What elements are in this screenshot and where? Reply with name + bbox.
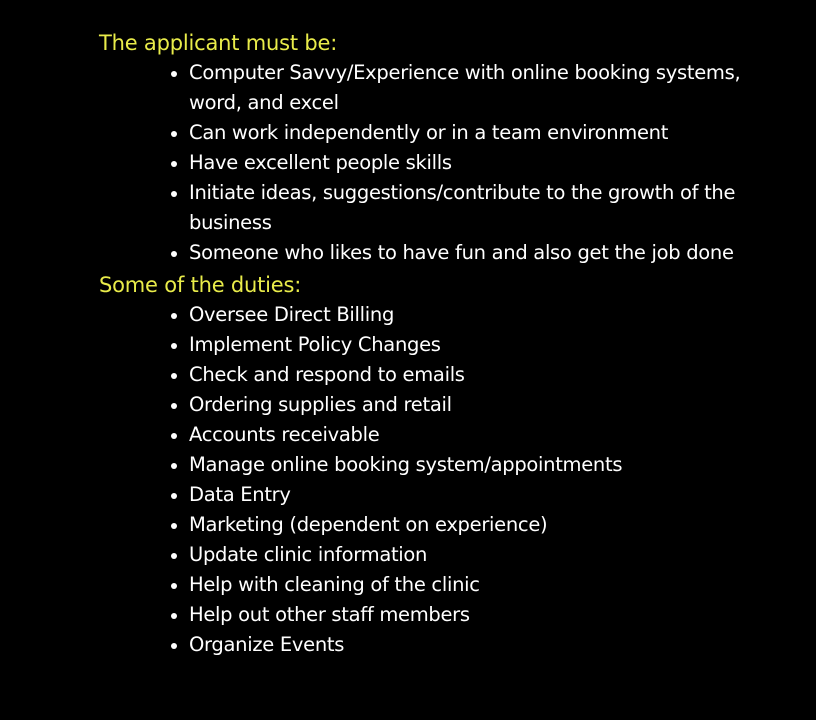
duty-text: Marketing (dependent on experience) xyxy=(189,513,548,536)
duty-item xyxy=(189,570,789,600)
duty-text: Organize Events xyxy=(189,633,345,656)
requirement-text: Someone who likes to have fun and also get the job done xyxy=(189,241,734,264)
duty-text: Check and respond to emails xyxy=(189,363,465,386)
duty-item xyxy=(189,510,789,540)
requirement-item xyxy=(189,148,789,178)
bullet-icon xyxy=(171,191,177,197)
bullet-icon xyxy=(171,71,177,77)
requirement-item xyxy=(189,178,789,238)
duty-item xyxy=(189,480,789,510)
requirement-text: Can work independently or in a team environment xyxy=(189,121,669,144)
bullet-icon xyxy=(171,523,177,529)
duty-text: Help out other staff members xyxy=(189,603,470,626)
requirement-text: Initiate ideas, suggestions/contribute to the growth of the business xyxy=(189,181,736,234)
duty-text: Oversee Direct Billing xyxy=(189,303,395,326)
bullet-icon xyxy=(171,463,177,469)
requirement-item xyxy=(189,238,789,268)
requirement-item xyxy=(189,58,789,118)
duty-item xyxy=(189,360,789,390)
duties-heading: Some of the duties: xyxy=(99,273,302,297)
duty-item xyxy=(189,420,789,450)
duties-list xyxy=(99,300,789,660)
duty-item xyxy=(189,540,789,570)
duty-text: Data Entry xyxy=(189,483,291,506)
duty-item xyxy=(189,600,789,630)
bullet-icon xyxy=(171,643,177,649)
bullet-icon xyxy=(171,161,177,167)
requirement-item xyxy=(189,118,789,148)
duty-text: Ordering supplies and retail xyxy=(189,393,452,416)
bullet-icon xyxy=(171,373,177,379)
bullet-icon xyxy=(171,583,177,589)
bullet-icon xyxy=(171,433,177,439)
bullet-icon xyxy=(171,403,177,409)
bullet-icon xyxy=(171,251,177,257)
duty-text: Accounts receivable xyxy=(189,423,380,446)
duty-text: Implement Policy Changes xyxy=(189,333,441,356)
requirements-heading: The applicant must be: xyxy=(99,31,338,55)
duty-text: Update clinic information xyxy=(189,543,428,566)
requirement-text: Computer Savvy/Experience with online booking systems, word, and excel xyxy=(189,61,741,114)
bullet-icon xyxy=(171,131,177,137)
requirement-text: Have excellent people skills xyxy=(189,151,452,174)
requirements-list xyxy=(99,58,789,268)
bullet-icon xyxy=(171,313,177,319)
duty-text: Manage online booking system/appointments xyxy=(189,453,623,476)
job-description xyxy=(99,28,789,662)
duty-item xyxy=(189,390,789,420)
duty-item xyxy=(189,630,789,660)
duty-text: Help with cleaning of the clinic xyxy=(189,573,480,596)
duty-item xyxy=(189,450,789,480)
bullet-icon xyxy=(171,343,177,349)
duty-item xyxy=(189,300,789,330)
duty-item xyxy=(189,330,789,360)
bullet-icon xyxy=(171,553,177,559)
bullet-icon xyxy=(171,493,177,499)
bullet-icon xyxy=(171,613,177,619)
